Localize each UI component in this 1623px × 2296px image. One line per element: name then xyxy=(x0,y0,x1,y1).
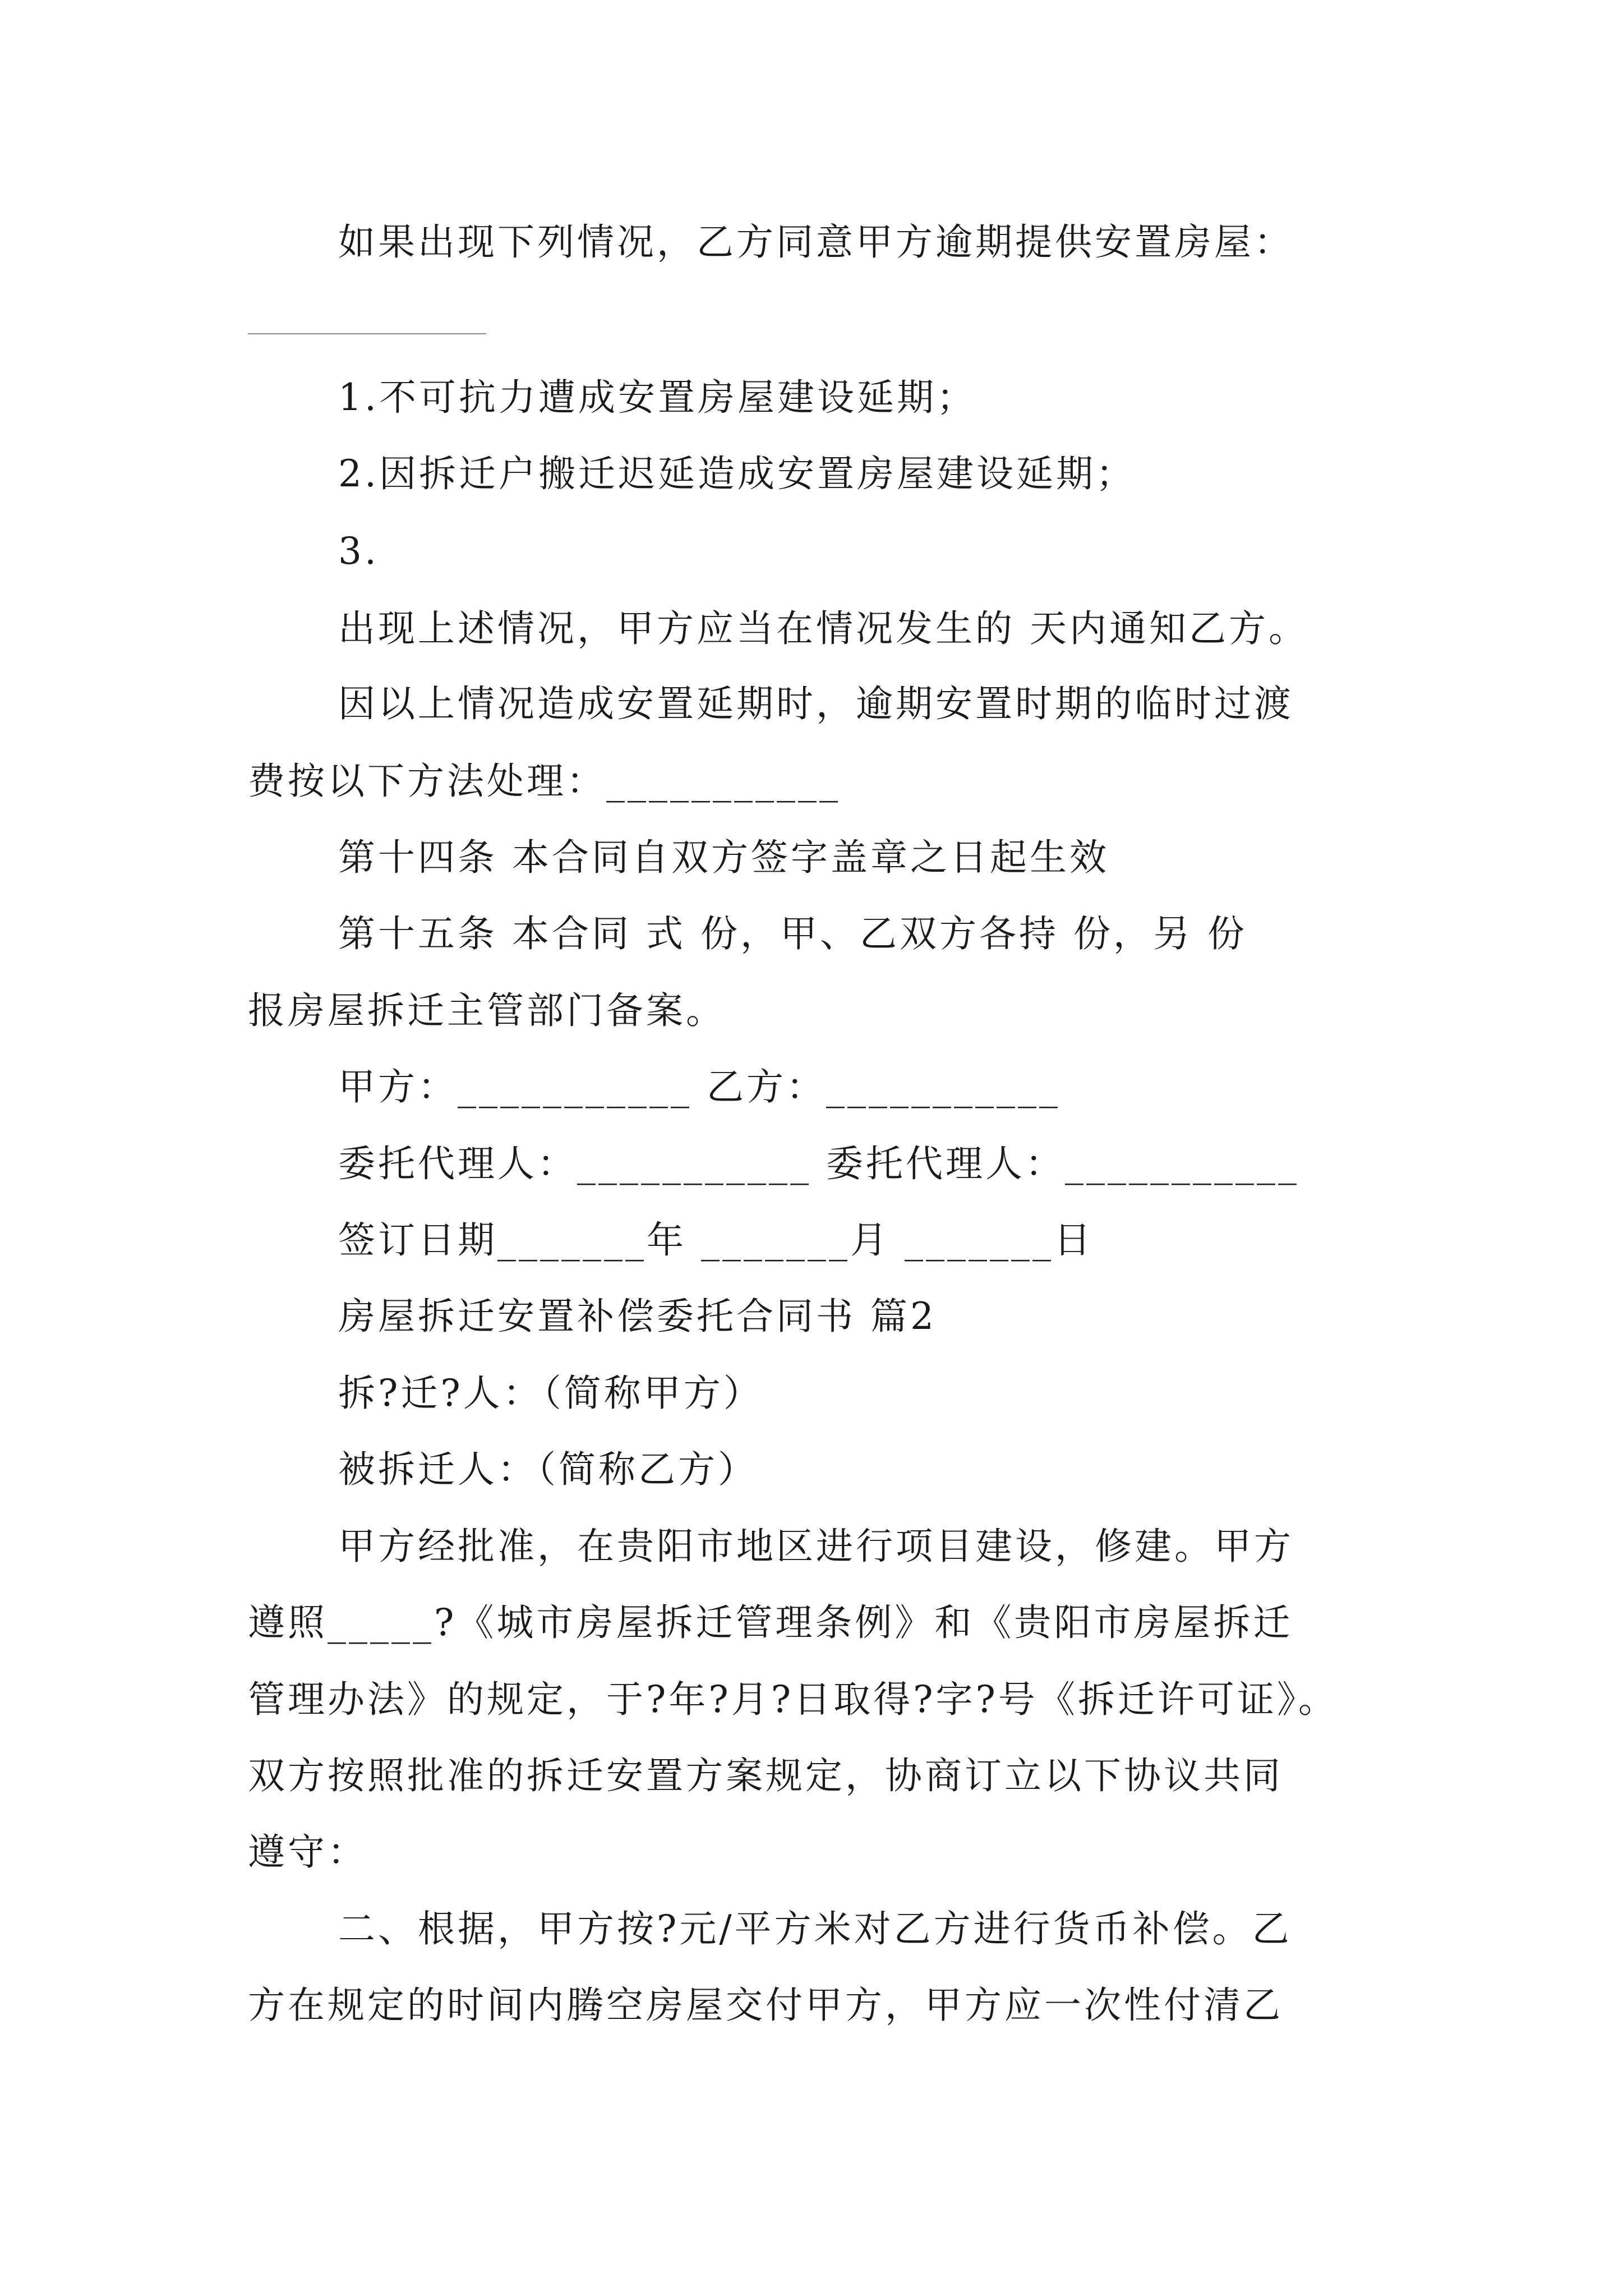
party-signature-line: 甲方：___________ 乙方：___________ xyxy=(338,1065,1061,1108)
party-a-line: 拆?迁?人：（简称甲方） xyxy=(338,1372,763,1415)
paragraph-overdue-intro: 如果出现下列情况，乙方同意甲方逾期提供安置房屋： xyxy=(338,220,1294,264)
section-title: 房屋拆迁安置补偿委托合同书 篇2 xyxy=(338,1295,937,1338)
sign-date-line: 签订日期_______年 _______月 _______日 xyxy=(338,1218,1094,1262)
paragraph-delay-fee: 因以上情况造成安置延期时，逾期安置时期的临时过渡 xyxy=(338,682,1294,725)
list-item-2: 2.因拆迁户搬迁迟延造成安置房屋建设延期； xyxy=(338,452,1136,495)
article-15: 第十五条 本合同 式 份，甲、乙双方各持 份，另 份 xyxy=(338,912,1247,955)
list-item-1: 1.不可抗力遭成安置房屋建设延期； xyxy=(338,376,976,419)
clause-2: 二、根据，甲方按?元/平方米对乙方进行货币补偿。乙 xyxy=(338,1907,1292,1950)
paragraph-approval: 甲方经批准，在贵阳市地区进行项目建设，修建。甲方 xyxy=(338,1525,1294,1568)
agent-signature-line: 委托代理人：___________ 委托代理人：___________ xyxy=(338,1142,1299,1185)
paragraph-delay-fee-cont: 费按以下方法处理：___________ xyxy=(248,760,841,803)
clause-2-cont: 方在规定的时间内腾空房屋交付甲方，甲方应一次性付清乙 xyxy=(248,1984,1283,2027)
paragraph-approval-cont-2: 管理办法》的规定，于?年?月?日取得?字?号《拆迁许可证》。 xyxy=(248,1678,1338,1721)
paragraph-approval-cont-1: 遵照_____?《城市房屋拆迁管理条例》和《贵阳市房屋拆迁 xyxy=(248,1601,1293,1644)
party-b-line: 被拆迁人：（简称乙方） xyxy=(338,1448,758,1491)
article-14: 第十四条 本合同自双方签字盖章之日起生效 xyxy=(338,836,1109,879)
list-item-3: 3. xyxy=(338,530,379,573)
blank-rule xyxy=(248,333,486,334)
paragraph-approval-cont-3: 双方按照批准的拆迁安置方案规定，协商订立以下协议共同 xyxy=(248,1754,1283,1797)
paragraph-approval-cont-4: 遵守： xyxy=(248,1830,367,1874)
paragraph-notify: 出现上述情况，甲方应当在情况发生的 天内通知乙方。 xyxy=(338,607,1308,650)
article-15-cont: 报房屋拆迁主管部门备案。 xyxy=(248,989,726,1032)
